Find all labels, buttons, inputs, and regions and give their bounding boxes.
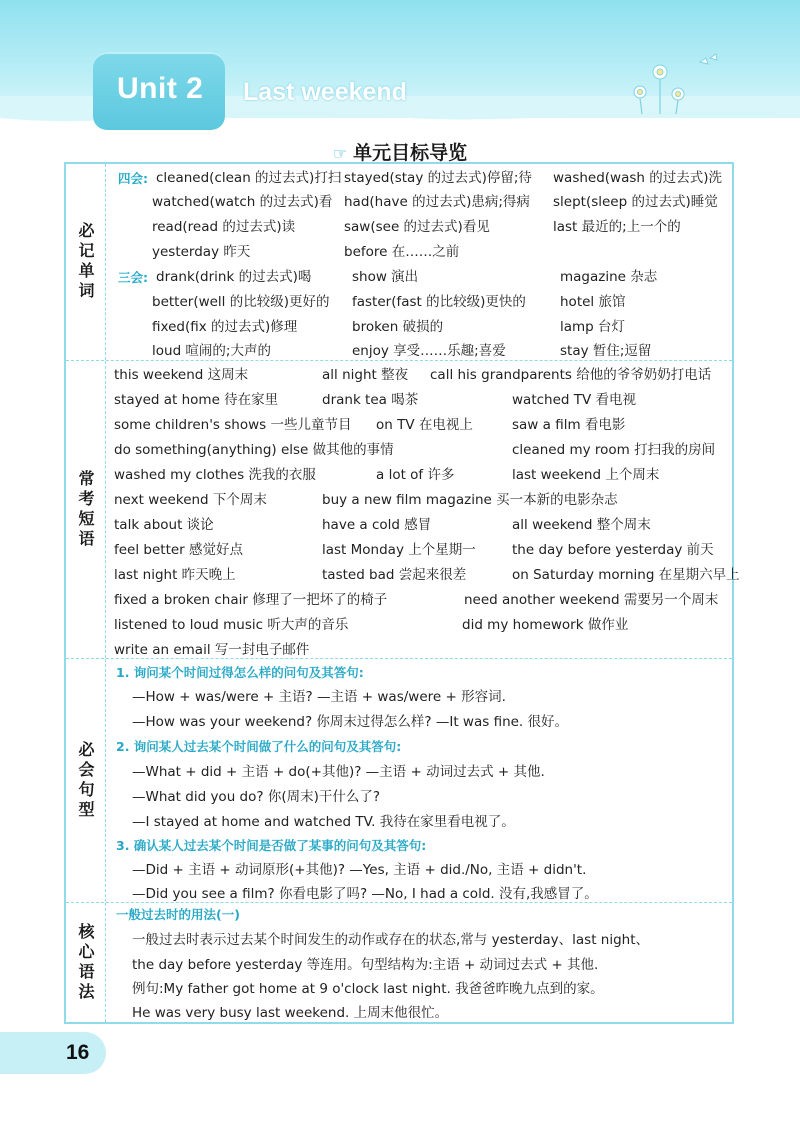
vocab-word: stay 暂住;逗留 xyxy=(560,343,652,359)
vocab-word: watched(watch 的过去式)看 xyxy=(152,194,333,210)
pattern-sentence: —Did + 主语 + 动词原形(+其他)? —Yes, 主语 + did./No, 主语 + didn't. xyxy=(132,862,587,878)
vocab-word: slept(sleep 的过去式)睡觉 xyxy=(553,194,718,210)
pattern-sentence: —I stayed at home and watched TV. 我待在家里看电视了。 xyxy=(132,814,515,830)
phrase: on TV 在电视上 xyxy=(376,417,473,433)
phrase: last night 昨天晚上 xyxy=(114,567,236,583)
grammar-line: He was very busy last weekend. 上周末他很忙。 xyxy=(132,1005,449,1021)
flowers-decoration-icon xyxy=(618,48,728,118)
phrase: some children's shows 一些儿童节目 xyxy=(114,417,352,433)
phrase: saw a film 看电影 xyxy=(512,417,626,433)
vocab-word: had(have 的过去式)患病;得病 xyxy=(344,194,530,210)
vocab-word: cleaned(clean 的过去式)打扫 xyxy=(156,170,342,186)
grammar-line: 例句:My father got home at 9 o'clock last night. 我爸爸昨晚九点到的家。 xyxy=(132,981,604,997)
vocab-word: fixed(fix 的过去式)修理 xyxy=(152,319,298,335)
tag-three-skills: 三会: xyxy=(118,270,148,285)
phrase: drank tea 喝茶 xyxy=(322,392,419,408)
pattern-sentence: —Did you see a film? 你看电影了吗? —No, I had a cold. 没有,我感冒了。 xyxy=(132,886,598,902)
vocab-word: saw(see 的过去式)看见 xyxy=(344,219,490,235)
phrase: feel better 感觉好点 xyxy=(114,542,244,558)
phrase: buy a new film magazine 买一本新的电影杂志 xyxy=(322,492,618,508)
vocab-word: loud 喧闹的;大声的 xyxy=(152,343,271,359)
phrase: do something(anything) else 做其他的事情 xyxy=(114,442,394,458)
vocab-word: last 最近的;上一个的 xyxy=(553,219,681,235)
vocab-word: broken 破损的 xyxy=(352,319,444,335)
vocab-word: yesterday 昨天 xyxy=(152,244,251,260)
phrase: washed my clothes 洗我的衣服 xyxy=(114,467,316,483)
grammar-line: the day before yesterday 等连用。句型结构为:主语 + 动词过去式 + 其他. xyxy=(132,957,599,973)
patterns-row xyxy=(66,658,732,902)
page-number-tab xyxy=(0,1032,106,1074)
pattern-sentence: —What + did + 主语 + do(+其他)? —主语 + 动词过去式 + 其他. xyxy=(132,764,545,780)
grammar-row xyxy=(66,902,732,1022)
phrase: write an email 写一封电子邮件 xyxy=(114,642,310,658)
vocab-word: magazine 杂志 xyxy=(560,269,658,285)
pattern-sentence: —How + was/were + 主语? —主语 + was/were + 形容词. xyxy=(132,689,506,705)
phrase: tasted bad 尝起来很差 xyxy=(322,567,467,583)
vocab-heading: 必记单词 xyxy=(66,164,106,360)
phrase: the day before yesterday 前天 xyxy=(512,542,714,558)
phrase: watched TV 看电视 xyxy=(512,392,637,408)
vocab-word: lamp 台灯 xyxy=(560,319,626,335)
phrase: need another weekend 需要另一个周末 xyxy=(464,592,719,608)
phrase: cleaned my room 打扫我的房间 xyxy=(512,442,716,458)
phrase: this weekend 这周末 xyxy=(114,367,249,383)
pattern-sentence: —What did you do? 你(周末)干什么了? xyxy=(132,789,381,805)
section-title-text: 单元目标导览 xyxy=(353,142,468,164)
vocab-word: enjoy 享受……乐趣;喜爱 xyxy=(352,343,506,359)
vocab-word: before 在……之前 xyxy=(344,244,460,260)
pointing-hand-icon: ☞ xyxy=(332,144,348,163)
vocab-row xyxy=(66,164,732,360)
phrases-heading: 常考短语 xyxy=(66,361,106,658)
phrase: listened to loud music 听大声的音乐 xyxy=(114,617,349,633)
tag-four-skills: 四会: xyxy=(118,171,148,186)
vocab-word: better(well 的比较级)更好的 xyxy=(152,294,330,310)
phrase: on Saturday morning 在星期六早上 xyxy=(512,567,740,583)
vocab-word: read(read 的过去式)读 xyxy=(152,219,296,235)
vocab-word: hotel 旅馆 xyxy=(560,294,626,310)
phrase: did my homework 做作业 xyxy=(462,617,629,633)
grammar-line: 一般过去时表示过去某个时间发生的动作或存在的状态,常与 yesterday、last night、 xyxy=(132,932,650,948)
phrase: call his grandparents 给他的爷爷奶奶打电话 xyxy=(430,367,712,383)
unit-label: Unit 2 xyxy=(117,72,204,105)
pattern-subheading: 2. 询问某人过去某个时间做了什么的问句及其答句: xyxy=(116,739,402,754)
pattern-subheading: 3. 确认某人过去某个时间是否做了某事的问句及其答句: xyxy=(116,838,427,853)
vocab-word: drank(drink 的过去式)喝 xyxy=(156,269,312,285)
phrase: have a cold 感冒 xyxy=(322,517,432,533)
phrase: talk about 谈论 xyxy=(114,517,214,533)
page-number: 16 xyxy=(66,1041,90,1064)
vocab-word: stayed(stay 的过去式)停留;待 xyxy=(344,170,532,186)
phrase: all weekend 整个周末 xyxy=(512,517,651,533)
phrases-row xyxy=(66,360,740,658)
grammar-subheading: 一般过去时的用法(一) xyxy=(116,907,240,922)
grammar-heading: 核心语法 xyxy=(66,903,106,1022)
patterns-heading: 必会句型 xyxy=(66,659,106,902)
vocab-word: washed(wash 的过去式)洗 xyxy=(553,170,723,186)
unit-title: Last weekend xyxy=(243,78,407,106)
phrase: all night 整夜 xyxy=(322,367,409,383)
pattern-subheading: 1. 询问某个时间过得怎么样的问句及其答句: xyxy=(116,665,364,680)
pattern-sentence: —How was your weekend? 你周末过得怎么样? —It was fine. 很好。 xyxy=(132,714,569,730)
phrase: stayed at home 待在家里 xyxy=(114,392,279,408)
phrase: next weekend 下个周末 xyxy=(114,492,267,508)
vocab-word: show 演出 xyxy=(352,269,419,285)
phrase: last Monday 上个星期一 xyxy=(322,542,476,558)
section-title xyxy=(0,138,800,165)
overview-table xyxy=(64,162,740,1024)
phrase: fixed a broken chair 修理了一把坏了的椅子 xyxy=(114,592,388,608)
vocab-word: faster(fast 的比较级)更快的 xyxy=(352,294,526,310)
phrase: last weekend 上个周末 xyxy=(512,467,660,483)
phrase: a lot of 许多 xyxy=(376,467,455,483)
